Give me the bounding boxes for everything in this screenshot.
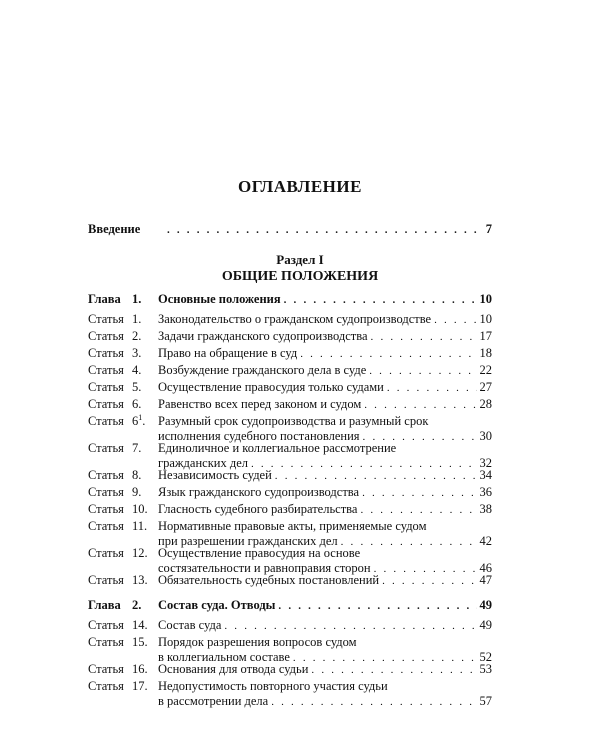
entry-number: 10. <box>132 502 148 516</box>
entry-title: Гласность судебного разбирательства <box>158 502 358 516</box>
entry-number: 15. <box>132 635 148 649</box>
entry-page: 38 <box>479 502 492 516</box>
entry-kind: Статья <box>88 485 124 499</box>
entry-number: 14. <box>132 618 148 632</box>
entry-number: 13. <box>132 573 148 587</box>
entry-page: 17 <box>479 329 492 343</box>
entry-kind: Статья <box>88 441 124 455</box>
entry-title: Независимость судей <box>158 468 272 482</box>
entry-kind: Статья <box>88 363 124 377</box>
entry-page: 28 <box>479 397 492 411</box>
entry-title: Порядок разрешения вопросов судом <box>158 635 357 649</box>
entry-title: Основания для отвода судьи <box>158 662 309 676</box>
entry-title: при разрешении гражданских дел <box>158 534 338 548</box>
dot-leader <box>278 599 476 614</box>
entry-number: 17. <box>132 679 148 693</box>
entry-title: состязательности и равноправия сторон <box>158 561 371 575</box>
entry-title: Обязательность судебных постановлений <box>158 573 380 587</box>
entry-page: 10 <box>479 292 492 306</box>
dot-leader <box>434 313 476 328</box>
entry-title: гражданских дел <box>158 456 248 470</box>
entry-title: Законодательство о гражданском судопроизводстве <box>158 312 432 326</box>
entry-title: Нормативные правовые акты, применяемые судом <box>158 519 427 533</box>
entry-page: 36 <box>479 485 492 499</box>
entry-kind: Статья <box>88 546 124 560</box>
entry-number: 9. <box>132 485 142 499</box>
dot-leader <box>271 695 476 710</box>
entry-page: 53 <box>479 662 492 676</box>
entry-title: в коллегиальном составе <box>158 650 290 664</box>
dot-leader <box>369 364 476 379</box>
entry-kind: Статья <box>88 679 124 693</box>
dot-leader <box>362 486 476 501</box>
dot-leader <box>387 381 477 396</box>
entry-kind: Статья <box>88 346 124 360</box>
entry-title: Разумный срок судопроизводства и разумный срок <box>158 414 429 428</box>
dot-leader <box>364 398 476 413</box>
entry-kind: Статья <box>88 635 124 649</box>
entry-number: 3. <box>132 346 142 360</box>
entry-page: 49 <box>479 598 492 612</box>
entry-title: исполнения судебного постановления <box>158 429 360 443</box>
entry-page: 18 <box>479 346 492 360</box>
entry-number: $6^1$. <box>132 413 146 428</box>
entry-number: 8. <box>132 468 142 482</box>
page-title: ОГЛАВЛЕНИЕ <box>238 177 362 196</box>
entry-number: 4. <box>132 363 142 377</box>
entry-page: 57 <box>479 694 492 708</box>
entry-title: Язык гражданского судопроизводства <box>158 485 360 499</box>
entry-kind: Статья <box>88 662 124 676</box>
entry-number: 5. <box>132 380 142 394</box>
entry-kind: Статья <box>88 414 124 428</box>
entry-page: 34 <box>479 468 492 482</box>
entry-kind: Статья <box>88 573 124 587</box>
entry-kind: Статья <box>88 312 124 326</box>
entry-page: 49 <box>479 618 492 632</box>
dot-leader <box>311 663 476 678</box>
entry-page: 10 <box>479 312 492 326</box>
entry-page: 46 <box>479 561 492 575</box>
entry-number: 2. <box>132 598 142 612</box>
dot-leader <box>224 619 476 634</box>
dot-leader <box>360 503 476 518</box>
dot-leader <box>382 574 476 589</box>
entry-title: Состав суда <box>158 618 222 632</box>
dot-leader <box>275 469 477 484</box>
dot-leader <box>167 223 483 238</box>
dot-leader <box>300 347 476 362</box>
entry-kind: Статья <box>88 519 124 533</box>
entry-page: 52 <box>479 650 492 664</box>
entry-number: 12. <box>132 546 148 560</box>
entry-page: 47 <box>479 573 492 587</box>
entry-number: 7. <box>132 441 142 455</box>
entry-number: 1. <box>132 312 142 326</box>
entry-page: 32 <box>479 456 492 470</box>
entry-kind: Статья <box>88 329 124 343</box>
entry-title: Недопустимость повторного участия судьи <box>158 679 388 693</box>
entry-title: в рассмотрении дела <box>158 694 269 708</box>
entry-kind: Статья <box>88 468 124 482</box>
entry-title: Единоличное и коллегиальное рассмотрение <box>158 441 397 455</box>
entry-title: Задачи гражданского судопроизводства <box>158 329 368 343</box>
entry-kind: Глава <box>88 292 121 306</box>
section-title: ОБЩИЕ ПОЛОЖЕНИЯ <box>221 269 379 284</box>
intro-label: Введение <box>88 222 141 236</box>
entry-page: 30 <box>479 429 492 443</box>
entry-title: Возбуждение гражданского дела в суде <box>158 363 367 377</box>
entry-title: Состав суда. Отводы <box>158 598 276 612</box>
entry-title: Осуществление правосудия только судами <box>158 380 384 394</box>
entry-number: 6. <box>132 397 142 411</box>
entry-page: 27 <box>479 380 492 394</box>
entry-kind: Статья <box>88 618 124 632</box>
entry-kind: Статья <box>88 502 124 516</box>
dot-leader <box>371 330 477 345</box>
intro-page: 7 <box>485 222 492 236</box>
entry-number: 2. <box>132 329 142 343</box>
entry-title: Основные положения <box>158 292 281 306</box>
entry-number: 16. <box>132 662 148 676</box>
entry-title: Осуществление правосудия на основе <box>158 546 361 560</box>
entry-page: 42 <box>479 534 492 548</box>
entry-title: Равенство всех перед законом и судом <box>158 397 362 411</box>
entry-title: Право на обращение в суд <box>158 346 298 360</box>
entry-kind: Статья <box>88 380 124 394</box>
section-label: Раздел I <box>276 252 324 267</box>
entry-kind: Статья <box>88 397 124 411</box>
entry-number: 11. <box>132 519 148 533</box>
dot-leader <box>284 293 477 308</box>
entry-number: 1. <box>132 292 142 306</box>
entry-kind: Глава <box>88 598 121 612</box>
entry-page: 22 <box>479 363 492 377</box>
